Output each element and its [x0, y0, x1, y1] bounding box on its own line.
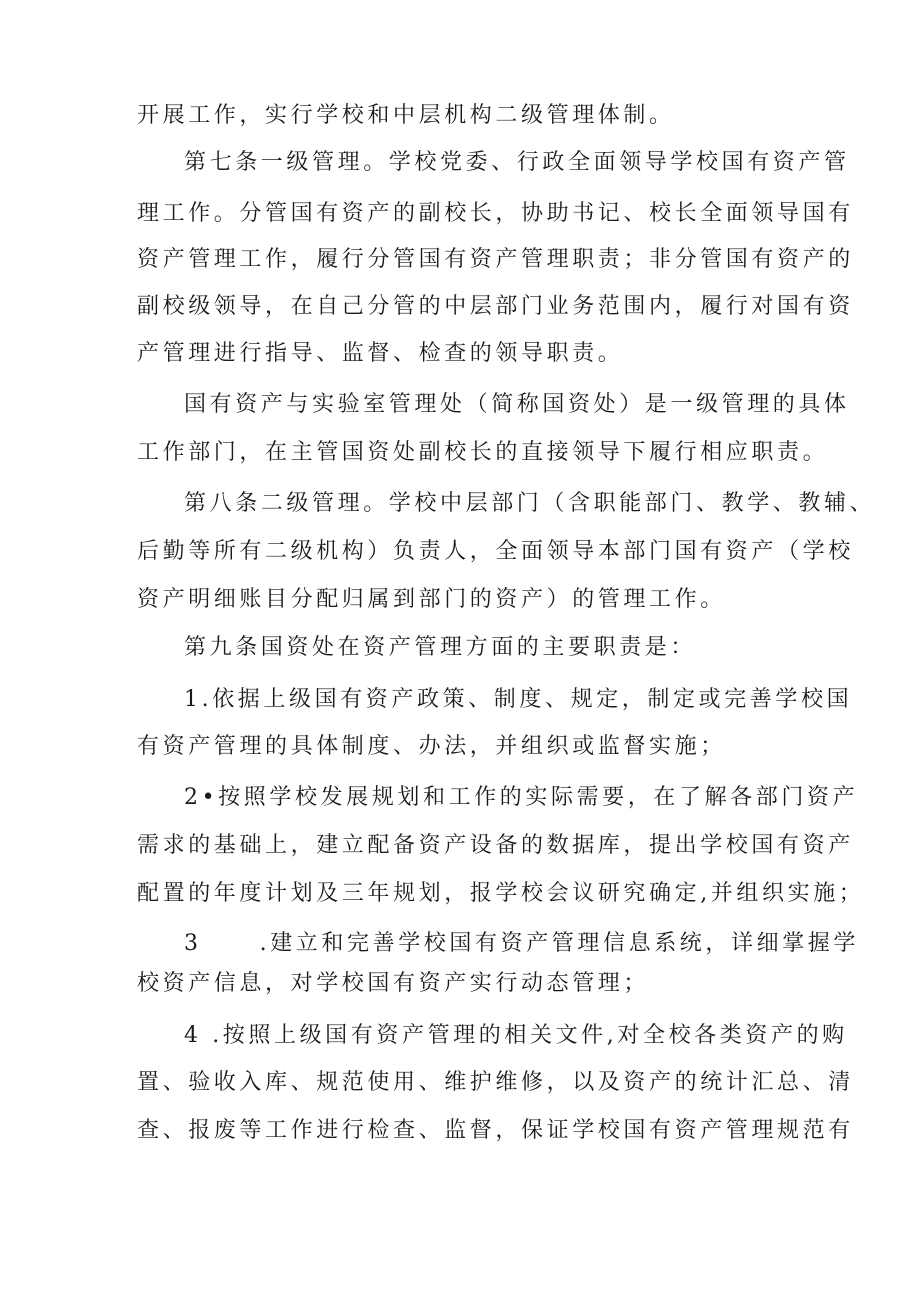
list-item-3-number: 3: [184, 931, 202, 956]
text-line: 有资产管理的具体制度、办法，并组织或监督实施；: [137, 734, 726, 759]
text-line: 开展工作，实行学校和中层机构二级管理体制。: [137, 103, 675, 128]
text-line: 配置的年度计划及三年规划，报学校会议研究确定,并组织实施；: [137, 881, 865, 906]
text-line: 资产管理工作，履行分管国有资产管理职责；非分管国有资产的: [137, 247, 854, 272]
article-8-heading-line: 第八条二级管理。学校中层部门（含职能部门、教学、教辅、: [184, 491, 876, 516]
list-item-3-text: .建立和完善学校国有资产管理信息系统，详细掌握学: [259, 931, 860, 956]
text-line: 查、报废等工作进行检查、监督，保证学校国有资产管理规范有: [137, 1118, 854, 1143]
list-item-3-line: [184, 924, 860, 964]
text-line: 校资产信息，对学校国有资产实行动态管理；: [137, 971, 650, 996]
text-line: 产管理进行指导、监督、检查的领导职责。: [137, 341, 624, 366]
article-7-heading-line: 第七条一级管理。学校党委、行政全面领导学校国有资产管: [184, 150, 850, 175]
text-line: 置、验收入库、规范使用、维护维修，以及资产的统计汇总、清: [137, 1070, 854, 1095]
paragraph-start-line: 国有资产与实验室管理处（简称国资处）是一级管理的具体: [184, 392, 850, 417]
list-item-2-line: 2•按照学校发展规划和工作的实际需要，在了解各部门资产: [184, 785, 859, 810]
text-line: 资产明细账目分配归属到部门的资产）的管理工作。: [137, 587, 726, 612]
article-9-heading-line: 第九条国资处在资产管理方面的主要职责是：: [184, 635, 697, 660]
list-item-4-line: 4 .按照上级国有资产管理的相关文件,对全校各类资产的购: [184, 1023, 848, 1048]
text-line: 后勤等所有二级机构）负责人，全面领导本部门国有资产（学校: [137, 539, 854, 564]
text-line: 工作部门，在主管国资处副校长的直接领导下履行相应职责。: [137, 440, 829, 465]
list-item-1-line: 1.依据上级国有资产政策、制度、规定，制定或完善学校国: [184, 687, 853, 712]
text-line: 副校级领导，在自己分管的中层部门业务范围内，履行对国有资: [137, 294, 854, 319]
text-line: 需求的基础上，建立配备资产设备的数据库，提出学校国有资产: [137, 833, 854, 858]
text-line: 理工作。分管国有资产的副校长，协助书记、校长全面领导国有: [137, 201, 854, 226]
